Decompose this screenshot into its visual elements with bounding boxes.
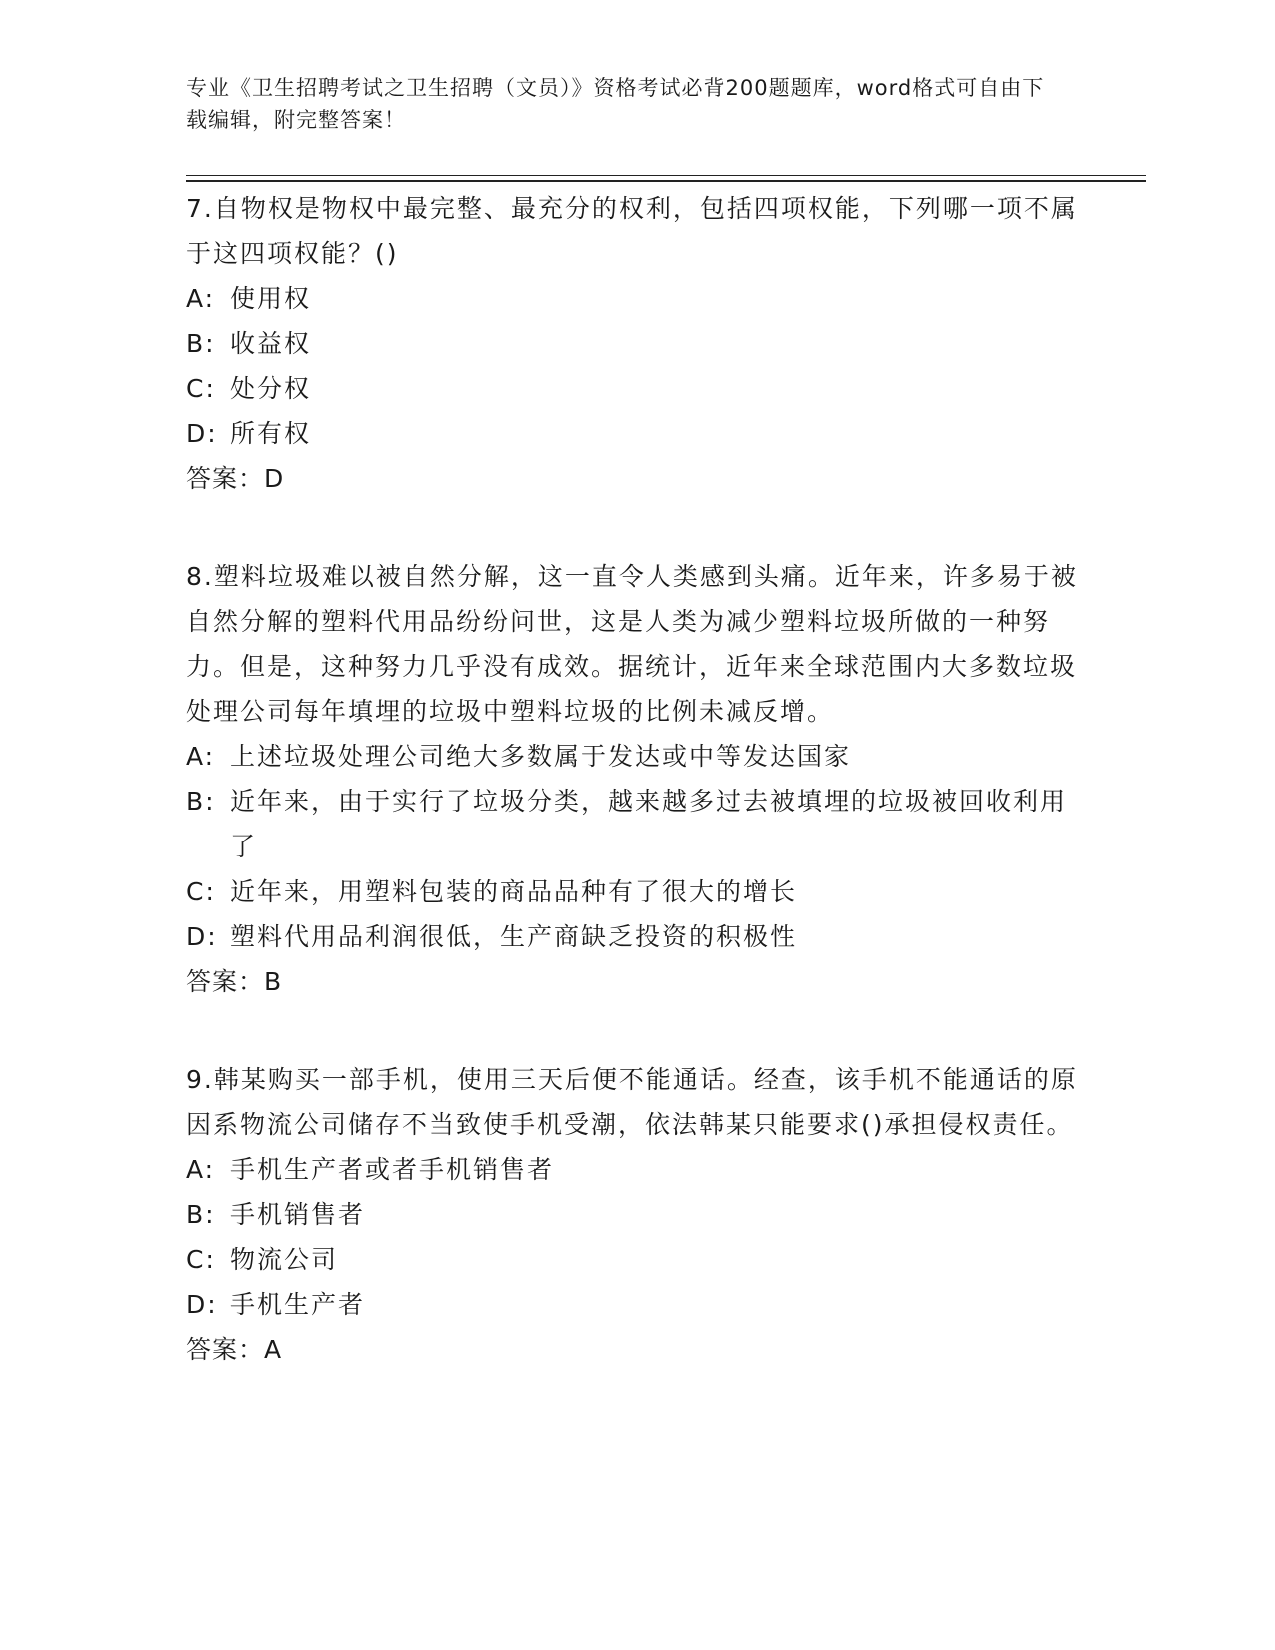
question-stem: 9.韩某购买一部手机，使用三天后便不能通话。经查，该手机不能通话的原因系物流公司储存不当致使手机受潮，依法韩某只能要求()承担侵权责任。 [186, 1065, 1078, 1139]
header-rule-thick [186, 180, 1146, 182]
option-text: 收益权 [230, 329, 312, 358]
option-text: 手机生产者或者手机销售者 [230, 1155, 555, 1184]
option-text: 使用权 [230, 284, 312, 313]
option-d [186, 914, 1086, 959]
option-text: 所有权 [230, 419, 312, 448]
option-key: B: [186, 787, 216, 816]
option-key: B: [186, 1200, 216, 1229]
option-d [186, 411, 1086, 456]
option-key: D: [186, 1290, 218, 1319]
question-stem: 7.自物权是物权中最完整、最充分的权利，包括四项权能，下列哪一项不属于这四项权能？() [186, 194, 1078, 268]
document-header: 专业《卫生招聘考试之卫生招聘（文员）》资格考试必背200题题库，word格式可自由下载编辑，附完整答案！ [186, 76, 1045, 132]
answer-line: 答案：D [186, 464, 285, 493]
question-list [186, 186, 1086, 1425]
header-rule-thin [186, 175, 1146, 176]
option-a [186, 276, 1086, 321]
option-key: D: [186, 419, 218, 448]
option-text: 上述垃圾处理公司绝大多数属于发达或中等发达国家 [230, 742, 852, 771]
option-text: 近年来，由于实行了垃圾分类，越来越多过去被填埋的垃圾被回收利用了 [230, 787, 1068, 861]
question-8 [186, 554, 1086, 1004]
option-c [186, 869, 1086, 914]
option-c [186, 1237, 1086, 1282]
option-a [186, 734, 1086, 779]
option-text: 近年来，用塑料包装的商品品种有了很大的增长 [230, 877, 798, 906]
option-a [186, 1147, 1086, 1192]
option-text: 手机生产者 [230, 1290, 366, 1319]
option-d [186, 1282, 1086, 1327]
option-key: D: [186, 922, 218, 951]
option-c [186, 366, 1086, 411]
answer-line: 答案：A [186, 1335, 283, 1364]
option-text: 处分权 [230, 374, 312, 403]
option-text: 物流公司 [230, 1245, 339, 1274]
option-key: C: [186, 374, 216, 403]
question-stem: 8.塑料垃圾难以被自然分解，这一直令人类感到头痛。近年来，许多易于被自然分解的塑料代用品纷纷问世，这是人类为减少塑料垃圾所做的一种努力。但是，这种努力几乎没有成效。据统计，近年来全球范围内大多数垃圾处理公司每年填埋的垃圾中塑料垃圾的比例未减反增。 [186, 562, 1078, 726]
option-key: C: [186, 1245, 216, 1274]
option-key: B: [186, 329, 216, 358]
answer-line: 答案：B [186, 967, 283, 996]
option-key: A: [186, 742, 216, 771]
question-7 [186, 186, 1086, 501]
option-key: C: [186, 877, 216, 906]
option-text: 手机销售者 [230, 1200, 366, 1229]
option-b [186, 779, 1086, 869]
option-b [186, 1192, 1086, 1237]
option-key: A: [186, 284, 216, 313]
option-text: 塑料代用品利润很低，生产商缺乏投资的积极性 [230, 922, 798, 951]
question-9 [186, 1057, 1086, 1372]
option-key: A: [186, 1155, 216, 1184]
option-b [186, 321, 1086, 366]
